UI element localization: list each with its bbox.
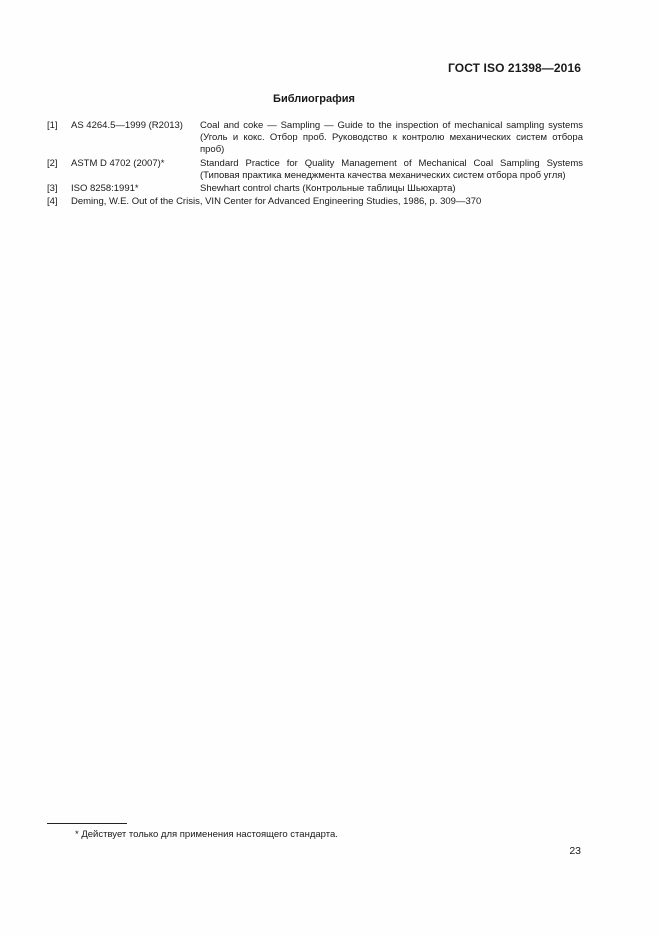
bibliography-item-number: [2]	[47, 157, 58, 169]
bibliography-item	[47, 183, 583, 195]
footnote: * Действует только для применения настоящего стандарта.	[75, 829, 338, 840]
bibliography-item-number: [4]	[47, 196, 58, 208]
bibliography-item-code: AS 4264.5—1999 (R2013)	[71, 120, 183, 131]
bibliography-item-number: [1]	[47, 120, 58, 131]
bibliography-item-code: ASTM D 4702 (2007)*	[71, 157, 165, 169]
bibliography-item	[47, 196, 583, 208]
bibliography-item	[47, 158, 583, 182]
bibliography-list	[47, 120, 583, 209]
bibliography-item	[47, 120, 583, 157]
page-number: 23	[569, 845, 581, 857]
bibliography-item-code: ISO 8258:1991*	[71, 183, 139, 195]
footnote-divider	[47, 823, 127, 824]
bibliography-item-number: [3]	[47, 183, 58, 195]
bibliography-item-description: Coal and coke — Sampling — Guide to the inspection of mechanical sampling systems (Уголь и кокс. Отбор проб. Руководство к контролю механических систем отбора проб)	[200, 120, 583, 156]
bibliography-item-description: Standard Practice for Quality Management of Mechanical Coal Sampling Systems (Типовая практика менеджмента качества механических систем отбора проб угля)	[200, 157, 583, 181]
bibliography-item-description: Shewhart control charts (Контрольные таблицы Шьюхарта)	[200, 183, 456, 195]
bibliography-title: Библиография	[273, 93, 355, 105]
standard-code-header: ГОСТ ISO 21398—2016	[448, 61, 581, 75]
bibliography-item-text: Deming, W.E. Out of the Crisis, VIN Center for Advanced Engineering Studies, 1986, p. 309—370	[71, 196, 482, 208]
